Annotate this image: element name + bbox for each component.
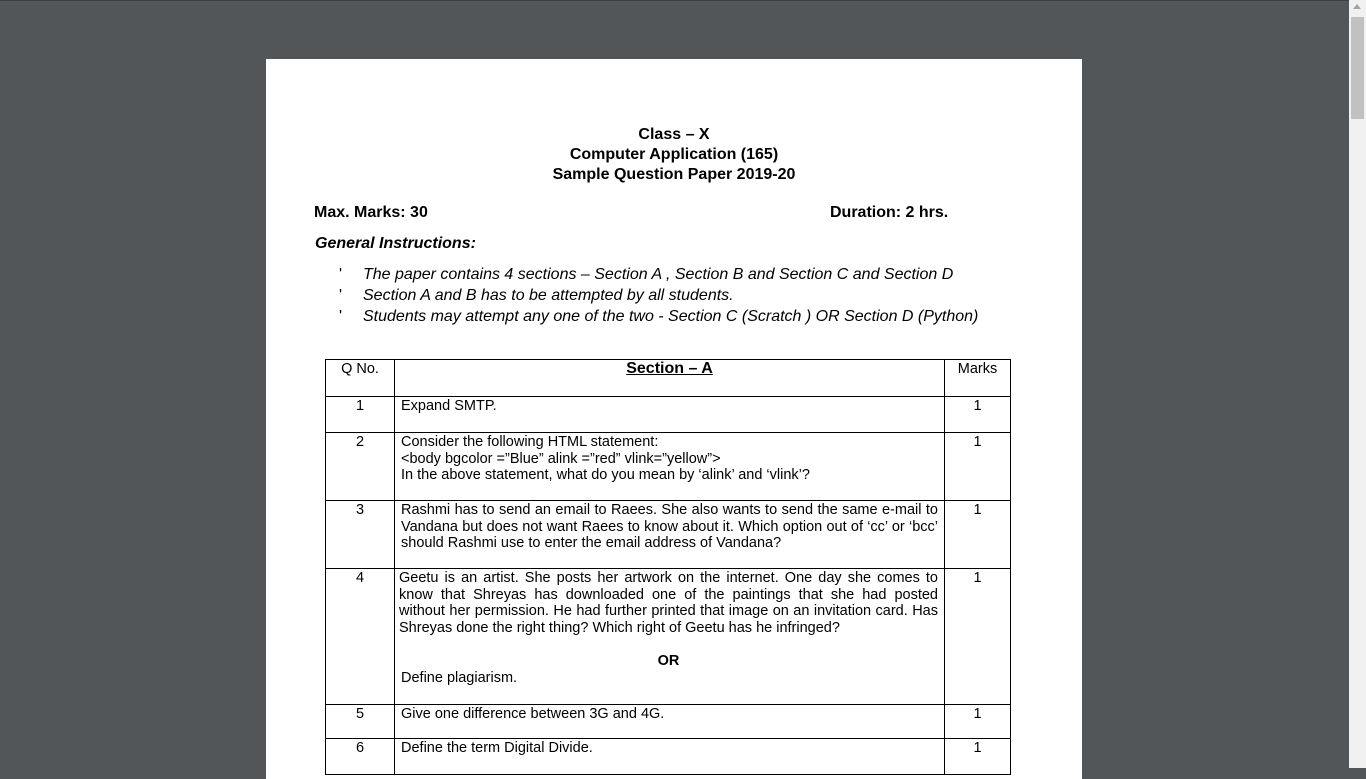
instruction-item: Section A and B has to be attempted by all students. [363,287,734,304]
general-instructions-heading: General Instructions: [315,235,476,252]
question-number: 4 [326,569,395,705]
table-row [326,397,1011,433]
table-row [326,501,1011,569]
instruction-item: The paper contains 4 sections – Section A , Section B and Section C and Section D [363,266,954,283]
instruction-item: Students may attempt any one of the two - Section C (Scratch ) OR Section D (Python) [363,308,979,325]
question-number: 3 [326,501,395,569]
question-number: 6 [326,739,395,775]
question-marks: 1 [945,705,1011,739]
paper-title: Sample Question Paper 2019-20 [552,166,796,183]
question-marks: 1 [945,739,1011,775]
scrollbar-thumb[interactable] [1351,17,1364,119]
class-title: Class – X [638,126,710,143]
question-table [325,359,1011,775]
scroll-up-arrow-icon[interactable] [1353,4,1361,9]
question-text: Consider the following HTML statement: <body bgcolor =”Blue” alink =”red” vlink=”yellow”> In the above statement, what do you mean by ‘alink’ and ‘vlink’? [395,433,945,501]
question-number: 2 [326,433,395,501]
subject-title: Computer Application (165) [569,146,779,163]
table-row [326,433,1011,501]
table-row [326,705,1011,739]
question-text: Geetu is an artist. She posts her artwork on the internet. One day she comes to know that Shreyas has downloaded one of the paintings that she had posted without her permission. He had further printed that image on an invitation card. Has Shreyas done the right thing? Which right of Geetu has he infringed? OR Define plagiarism. [395,569,945,705]
table-header-row [326,360,1011,397]
question-marks: 1 [945,569,1011,705]
or-separator: OR [657,653,680,669]
question-number: 5 [326,705,395,739]
question-marks: 1 [945,397,1011,433]
max-marks: Max. Marks: 30 [314,204,428,221]
question-text: Expand SMTP. [395,397,945,433]
question-marks: 1 [945,501,1011,569]
section-header: Section – A [395,360,945,397]
table-row [326,739,1011,775]
table-row [326,569,1011,705]
bullet-glyph: ' [339,308,343,325]
vertical-scrollbar[interactable] [1349,0,1366,768]
bullet-glyph: ' [339,287,343,304]
marks-header: Marks [945,360,1011,397]
document-page [266,59,1082,779]
question-text: Give one difference between 3G and 4G. [395,705,945,739]
bullet-glyph: ' [339,266,343,283]
viewer-top-edge [0,0,1349,1]
qno-header: Q No. [326,360,395,397]
question-number: 1 [326,397,395,433]
duration: Duration: 2 hrs. [830,204,949,221]
question-marks: 1 [945,433,1011,501]
question-text: Rashmi has to send an email to Raees. She also wants to send the same e-mail to Vandana but does not want Raees to know about it. Which option out of ‘cc’ or ‘bcc’ should Rashmi use to enter the email address of Vandana? [395,501,945,569]
question-text: Define the term Digital Divide. [395,739,945,775]
